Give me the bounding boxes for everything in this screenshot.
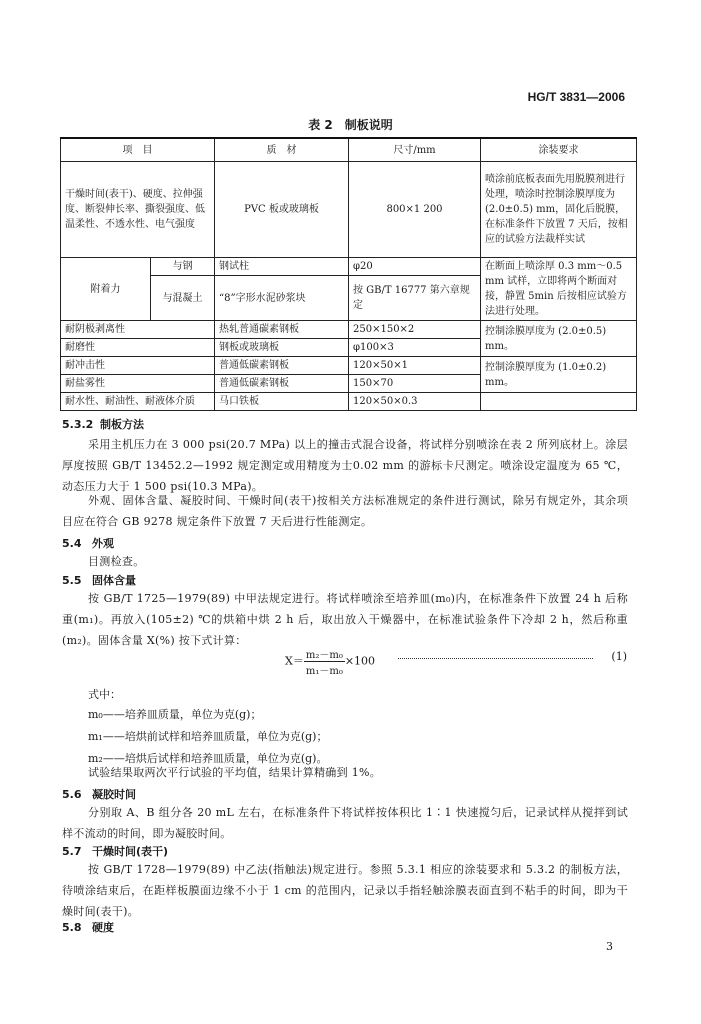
row-size: 120×50×1	[349, 357, 481, 375]
row1-item: 干燥时间(表干)、硬度、拉伸强度、断裂伸长率、撕裂强度、低温柔性、不透水性、电气强度	[61, 162, 215, 258]
section-title: 外观	[92, 537, 114, 550]
formula-lhs: X＝	[285, 654, 304, 668]
row-size: 250×150×2	[349, 321, 481, 339]
row-item: 耐冲击性	[61, 357, 215, 375]
requirement-a: 控制涂膜厚度为 (2.0±0.5) mm。	[481, 321, 637, 357]
formula-fraction	[304, 646, 345, 677]
adhesion-requirement: 在断面上喷涂厚 0.3 mm～0.5 mm 试样，立即将两个断面对接，静置 5min 后按相应试验方法进行处理。	[481, 258, 637, 321]
adhesion-steel-size: φ20	[349, 258, 481, 276]
formula-1	[285, 646, 627, 677]
formula-denominator: m₁－m₀	[305, 666, 343, 677]
section-title: 硬度	[92, 921, 114, 934]
adhesion-label: 附着力	[61, 258, 151, 321]
where-label: 式中：	[88, 688, 121, 701]
section-number: 5.5	[62, 574, 82, 587]
adhesion-steel-material: 钢试柱	[215, 258, 349, 276]
adhesion-concrete-material: “8”字形水泥砂浆块	[215, 276, 349, 321]
section-5-4-heading	[62, 535, 114, 551]
section-title: 制板方法	[100, 418, 144, 431]
section-5-5-p2: 试验结果取两次平行试验的平均值，结果计算精确到 1%。	[88, 766, 382, 779]
section-number: 5.4	[62, 537, 82, 550]
formula-number: (1)	[611, 650, 627, 663]
section-5-7-text: 按 GB/T 1728—1979(89) 中乙法(指触法)规定进行。参照 5.3.1 相应的涂装要求和 5.3.2 的制板方法，待喷涂结束后，在距样板膜面边缘不小于 1 cm 的范围内，记录以手指轻触涂膜表面直到不粘手的时间，即为干燥时间(表干)。	[62, 863, 628, 918]
section-5-4-text: 目测检查。	[88, 555, 145, 568]
section-5-5-p1: 按 GB/T 1725—1979(89) 中甲法规定进行。将试样喷涂至培养皿(m₀)内，在标准条件下放置 24 h 后称重(m₁)。再放入(105±2) ℃的烘箱中烘 2 h 后，取出放入干燥器中，在标准试验条件下冷却 2 h，然后称重(m₂)。固体含量 X(%) 按下式计算：	[62, 592, 628, 647]
header-material: 质 材	[215, 138, 349, 162]
standard-code: HG/T 3831—2006	[527, 90, 625, 104]
section-5-7-heading	[62, 843, 168, 859]
spec-table	[60, 137, 637, 411]
row1-size: 800×1 200	[349, 162, 481, 258]
row-size: 120×50×0.3	[349, 393, 481, 411]
row-material: 马口铁板	[215, 393, 349, 411]
requirement-b: 控制涂膜厚度为 (1.0±0.2) mm。	[481, 357, 637, 393]
section-5-5-heading	[62, 572, 136, 588]
section-5-3-2-p1: 采用主机压力在 3 000 psi(20.7 MPa) 以上的撞击式混合设备，将试样分别喷涂在表 2 所列底材上。涂层厚度按照 GB/T 13452.2—1992 规定测定或用精度为士0.02 mm 的游标卡尺测定。喷涂设定温度为 65 ℃，动态压力大于 1 500 psi(10.3 MPa)。	[62, 438, 628, 493]
row1-requirement: 喷涂前底板表面先用脱膜剂进行处理，喷涂时控制涂膜厚度为(2.0±0.5) mm，固化后脱膜，在标准条件下放置 7 天后，按相应的试验方法裁样实试	[481, 162, 637, 258]
row1-material: PVC 板或玻璃板	[215, 162, 349, 258]
section-5-8-heading	[62, 919, 114, 935]
adhesion-concrete-size: 按 GB/T 16777 第六章规定	[349, 276, 481, 321]
header-item: 项 目	[61, 138, 215, 162]
formula-numerator: m₂－m₀	[304, 646, 345, 662]
row-size: φ100×3	[349, 339, 481, 357]
row-item: 耐水性、耐油性、耐液体介质	[61, 393, 215, 411]
section-title: 凝胶时间	[92, 788, 136, 801]
section-number: 5.8	[62, 921, 82, 934]
table-title: 表 2 制板说明	[308, 118, 393, 132]
section-title: 干燥时间(表干)	[92, 845, 169, 858]
row-material: 钢板或玻璃板	[215, 339, 349, 357]
row-item: 耐盐雾性	[61, 375, 215, 393]
adhesion-concrete: 与混凝土	[151, 276, 215, 321]
section-5-6-text: 分别取 A、B 组分各 20 mL 左右，在标准条件下将试样按体积比 1∶1 快速搅匀后，记录试样从搅拌到试样不流动的时间，即为凝胶时间。	[62, 806, 628, 840]
row-size: 150×70	[349, 375, 481, 393]
row-material: 热轧普通碳素钢板	[215, 321, 349, 339]
section-5-6-heading	[62, 786, 136, 802]
section-number: 5.6	[62, 788, 82, 801]
legend-m1: m₁——培烘前试样和培养皿质量，单位为克(g)；	[88, 730, 328, 743]
section-5-3-2-p2: 外观、固体含量、凝胶时间、干燥时间(表干)按相关方法标准规定的条件进行测试，除另有规定外，其余项目应在符合 GB 9278 规定条件下放置 7 天后进行性能测定。	[62, 494, 628, 528]
section-number: 5.7	[62, 845, 82, 858]
section-5-3-2-heading	[62, 416, 144, 432]
formula-leader-dots	[398, 658, 593, 659]
row-material: 普通低碳素钢板	[215, 357, 349, 375]
legend-m2: m₂——培烘后试样和培养皿质量，单位为克(g)。	[88, 752, 328, 765]
page-number: 3	[606, 940, 613, 953]
row-item: 耐阴极剥离性	[61, 321, 215, 339]
formula-tail: ×100	[344, 654, 376, 668]
row-item: 耐磨性	[61, 339, 215, 357]
row-material: 普通低碳素钢板	[215, 375, 349, 393]
row-requirement-empty	[481, 393, 637, 411]
header-size: 尺寸/mm	[349, 138, 481, 162]
legend-m0: m₀——培养皿质量，单位为克(g)；	[88, 708, 262, 721]
section-number: 5.3.2	[62, 418, 94, 431]
section-title: 固体含量	[92, 574, 136, 587]
header-requirement: 涂装要求	[481, 138, 637, 162]
adhesion-steel: 与钢	[151, 258, 215, 276]
